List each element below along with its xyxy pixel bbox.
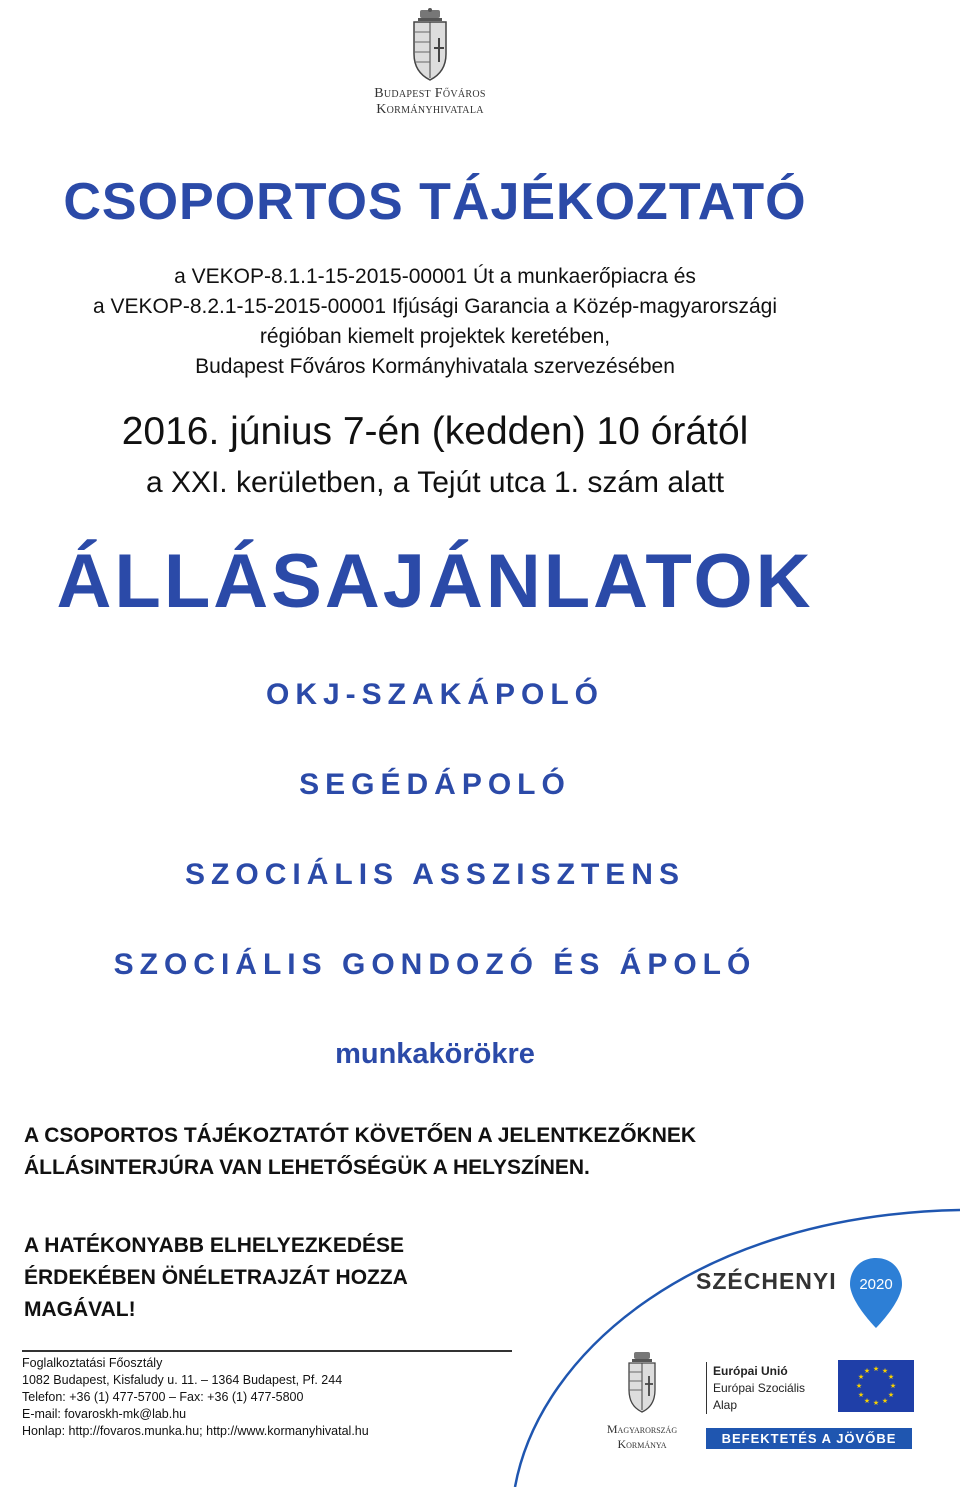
eu-flag-icon [838,1360,914,1412]
invest-slogan-badge: BEFEKTETÉS A JÖVŐBE [706,1428,912,1449]
job-title: OKJ-SZAKÁPOLÓ [265,678,604,711]
svg-text:★: ★ [855,1382,863,1390]
svg-text:★: ★ [889,1382,897,1390]
szechenyi-logo-text: SZÉCHENYI [696,1268,837,1294]
contact-line: E-mail: fovaroskh-mk@lab.hu [22,1407,187,1421]
coat-of-arms-icon [408,8,452,88]
svg-text:★: ★ [872,1365,880,1373]
svg-text:★: ★ [863,1397,871,1405]
intro-line: régióban kiemelt projektek keretében, [259,325,611,348]
contact-line: 1082 Budapest, Kisfaludy u. 11. – 1364 Budapest, Pf. 244 [22,1373,343,1387]
svg-text:★: ★ [881,1367,889,1375]
svg-text:★: ★ [881,1397,889,1405]
government-name-line2: Kormánya [617,1437,667,1451]
page-title: CSOPORTOS TÁJÉKOZTATÓ [63,173,807,231]
eu-label: Európai Unió [713,1364,788,1378]
interview-notice: ÁLLÁSINTERJÚRA VAN LEHETŐSÉGÜK A HELYSZÍNEN. [24,1156,590,1179]
svg-text:★: ★ [872,1399,880,1407]
job-title: SEGÉDÁPOLÓ [299,768,571,801]
svg-text:★: ★ [857,1373,865,1381]
szechenyi-year: 2020 [859,1276,893,1293]
roles-suffix: munkakörökre [335,1038,535,1070]
government-crest-icon [624,1350,660,1418]
contact-line: Telefon: +36 (1) 477-5700 – Fax: +36 (1) 477-5800 [22,1390,304,1404]
job-title: SZOCIÁLIS GONDOZÓ ÉS ÁPOLÓ [113,948,757,981]
svg-text:★: ★ [857,1391,865,1399]
szechenyi-pin-icon [848,1256,904,1330]
job-title: SZOCIÁLIS ASSZISZTENS [185,858,685,891]
cv-notice: MAGÁVAL! [24,1298,136,1321]
government-name-line1: Magyarország [606,1422,678,1436]
intro-line: a VEKOP-8.2.1-15-2015-00001 Ifjúsági Garancia a Közép-magyarországi [92,295,778,318]
intro-line: a VEKOP-8.1.1-15-2015-00001 Út a munkaerőpiacra és [174,265,696,288]
eu-label: Európai Szociális [713,1381,806,1395]
jobs-heading: ÁLLÁSAJÁNLATOK [56,539,814,624]
contact-line: Foglalkoztatási Főosztály [22,1356,163,1370]
cv-notice: ÉRDEKÉBEN ÖNÉLETRAJZÁT HOZZA [24,1266,408,1289]
intro-line: Budapest Főváros Kormányhivatala szervezésében [195,355,675,378]
footer-divider [22,1350,512,1352]
svg-text:★: ★ [887,1373,895,1381]
svg-text:★: ★ [887,1391,895,1399]
org-name-line2: Kormányhivatala [376,102,484,117]
interview-notice: A CSOPORTOS TÁJÉKOZTATÓT KÖVETŐEN A JELENTKEZŐKNEK [24,1124,697,1147]
eu-label: Alap [713,1398,738,1412]
cv-notice: A HATÉKONYABB ELHELYEZKEDÉSE [24,1234,405,1257]
event-date: 2016. június 7-én (kedden) 10 órától [121,410,749,453]
event-venue: a XXI. kerületben, a Tejút utca 1. szám alatt [145,466,725,499]
org-name-line1: Budapest Főváros [374,86,486,101]
eu-separator [706,1362,707,1414]
contact-line: Honlap: http://fovaros.munka.hu; http://www.kormanyhivatal.hu [22,1424,369,1438]
svg-text:★: ★ [863,1367,871,1375]
